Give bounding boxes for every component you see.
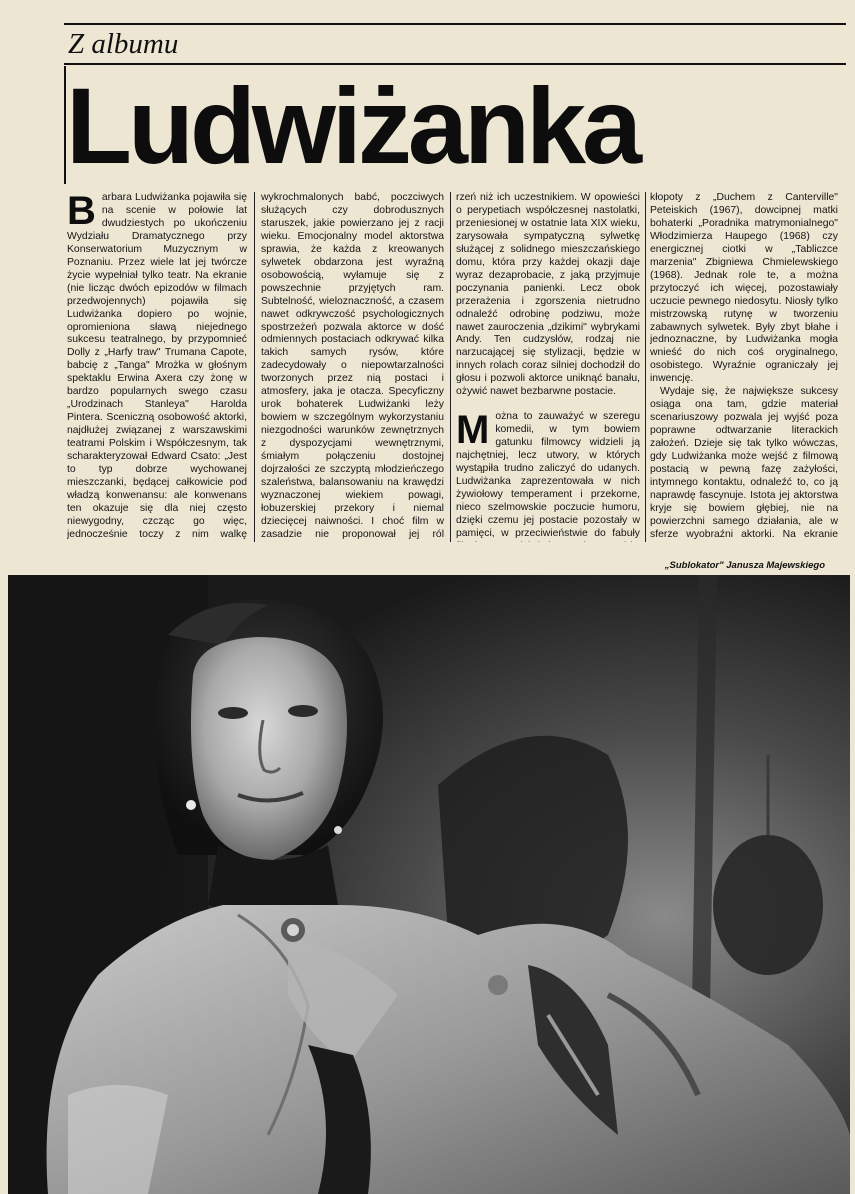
coat-button: [488, 975, 508, 995]
top-rule: [64, 23, 846, 25]
drop-cap: B: [67, 192, 96, 233]
article-column-2: [261, 192, 444, 542]
paragraph-text: arbara Ludwiżanka pojawiła się na scenie w połowie lat dwudziestych po ukończeniu Wydziału Dramatycznego przy Konserwatorium Muzycznym w Poznaniu. Przez wiele lat jej twórcze życie wypełniał tylko teatr. Na ekranie (nie licząc dwóch epizodów w filmach przedwojennych) pojawiła się Ludwiżanka dopiero po wojnie, opromieniona sławą niejednego sukcesu teatralnego, by przypomnieć Dolly z „Harfy traw" Trumana Capote, babcię z „Tanga" Mrożka w głośnym spektaklu Erwina Axera czy żonę w bardzo popularnych swego czasu „Urodzinach Stanleya" Harolda Pintera. Sceniczną osobowość aktorki, najdłużej związanej z warszawskimi teatrami Polskim i Współczesnym, tak scharakteryzował Edward Csato: „Jest to typ dobrze wychowanej mieszczanki, będącej całkowicie pod władzą konwenansu: ale konwenans ten okazuje się dla niej często niewygodny, czcząc go więc, jednocześnie toczy z nim walkę: [67, 192, 247, 540]
section-label: Z albumu: [68, 28, 179, 60]
paragraph: wykrochmalonych babć, poczciwych służących czy dobrodusznych staruszek, jakie powierzano jej z racji wieku. Emocjonalny model aktorstwa sprawia, że każda z kreowanych sylwetek obdarzona jest wyraźną osobowością, wyłamuje się z powszechnie przyjętych ram. Subtelność, wieloznaczność, a czasem nawet odkrywczość psychologicznych spostrzeżeń pozwala aktorce w dość odmiennych postaciach odkrywać kilka takich samych rysów, które zadecydowały o niepowtarzalności tworzonych przez nią postaci i atmosfery, jaka je otacza. Specyficzny urok bohaterek Ludwiżanki leży bowiem w szczególnym wykorzystaniu niezgodności warunków zewnętrznych z dyspozycjami wewnętrznymi, śmiałym połączeniu dostojnej dojrzałości ze szczyptą młodzieńczego szaleństwa, balansowaniu na krawędzi wyznaczonej wiekiem powagi, łobuzerskiej przekory i niemal dziecięcej naiwności. I choć film w zasadzie nie proponował jej ról: [261, 192, 444, 540]
article-column-4: [650, 192, 838, 542]
hanging-pot: [713, 835, 823, 975]
paragraph: Wydaje się, że największe sukcesy osiąga ona tam, gdzie materiał scenariuszowy pozwala jej wyjść poza poprawne odtwarzanie literackich założeń. Dzieje się tak tylko wówczas, gdy Ludwiżanka może wejść z filmową postacią w pewną fazę zażyłości, intymnego kontaktu, odnaleźć to, co ją naprawdę fascynuje. Istota jej aktorstwa kryje się bowiem głębiej, nie na powierzchni samego działania, ale w sferze wyobraźni aktorki. Na ekranie: [650, 386, 838, 540]
paragraph: [67, 192, 247, 542]
paragraph: rzeń niż ich uczestnikiem. W opowieści o perypetiach współczesnej nastolatki, przeniesionej w ostatnie lata XIX wieku, zarysowała sympatyczną sylwetkę służącej z solidnego mieszczańskiego domu, która przy każdej okazji daje wyraz dezaprobacie, z jaką przyjmuje poczynania panienki. Lecz obok przerażenia i zgorszenia nietrudno odnaleźć odrobinę podziwu, może nawet zauroczenia „dzikimi" wybrykami Andy. Ten cudzysłów, rodzaj nie narzucającej się stylizacji, będzie w innych rolach coraz silniej dochodził do głosu i pozwoli aktorce uniknąć banału, ożywić nawet bezbarwne postacie.: [456, 192, 640, 398]
column-divider: [645, 192, 646, 542]
column-divider: [450, 192, 451, 542]
earring: [186, 800, 196, 810]
paragraph-text: ożna to zauważyć w szeregu komedii, w tym bowiem gatunku filmowcy widzieli ją najchętniej, lecz utwory, w których wystąpiła trudno zaliczyć do udanych. Ludwiżanka zaprezentowała w nich żywiołowy temperament i przekorne, nieco szelmowskie poczucie humoru, dzięki czemu jej postacie pozostały w pamięci, w przeciwieństwie do fabuły: [456, 411, 640, 539]
photo-illustration: [8, 575, 850, 1194]
article-column-1: [67, 192, 247, 542]
paragraph: [456, 408, 640, 542]
column-divider: [254, 192, 255, 542]
drop-cap: M: [456, 408, 490, 453]
section-rule: [64, 63, 846, 65]
actress-photo: [8, 575, 850, 1194]
photo-caption: „Sublokator" Janusza Majewskiego: [664, 560, 825, 571]
article-headline: Ludwiżanka: [66, 66, 639, 186]
paragraph: kłopoty z „Duchem z Canterville" Peteiskich (1967), dowcipnej matki bohaterki „Poradnika matrymonialnego" Włodzimierza Haupego (1968) czy energicznej ciotki w „Tabliczce marzenia" Zbigniewa Chmielewskiego (1968). Jednak role te, a można przytoczyć ich więcej, pozostawiały uczucie pewnego niedosytu. Niosły tylko mistrzowską rutynę w tworzeniu zabawnych sylwetek. Były zbyt błahe i jednoznaczne, by Ludwiżanka mogła wnieść do nich coś oryginalnego, osobistego. Wyraźnie ograniczały jej inwencję.: [650, 192, 838, 385]
article-column-3: [456, 192, 640, 542]
